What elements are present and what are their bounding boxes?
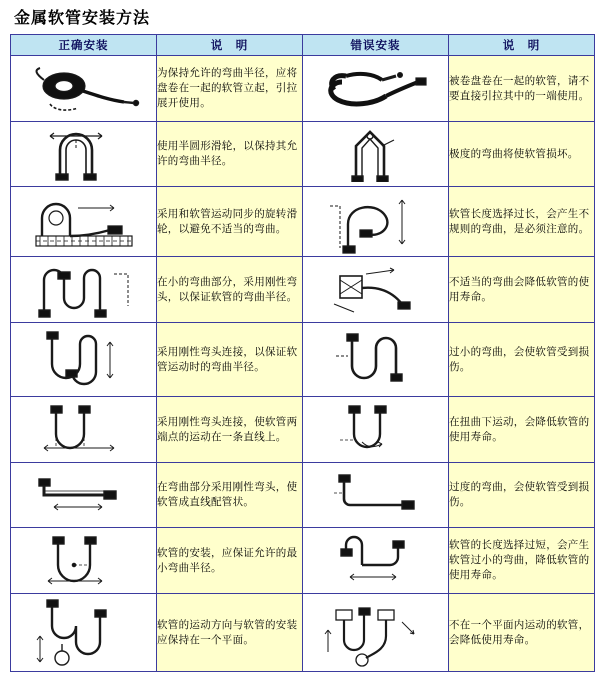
table-row <box>11 463 595 528</box>
table-row <box>11 323 595 397</box>
correct-description: 采用刚性弯头连接，使软管两端点的运动在一条直线上。 <box>157 397 303 463</box>
same-plane-motion-icon <box>11 596 156 670</box>
wrong-description: 不在一个平面内运动的软管，会降低使用寿命。 <box>449 594 595 672</box>
correct-illustration-cell <box>11 56 157 122</box>
correct-description: 使用半圆形滑轮，以保持其允许的弯曲半径。 <box>157 122 303 187</box>
min-bend-radius-u-icon <box>11 531 156 591</box>
table-body <box>11 56 595 672</box>
table-row <box>11 257 595 323</box>
wrong-description: 过小的弯曲，会使软管受到损伤。 <box>449 323 595 397</box>
wrong-illustration-cell <box>303 528 449 594</box>
short-length-small-bend-icon <box>303 531 448 591</box>
correct-description: 在小的弯曲部分，采用刚性弯头，以保证软管的弯曲半径。 <box>157 257 303 323</box>
wrong-illustration-cell <box>303 463 449 528</box>
wrong-description: 过度的弯曲，会使软管受到损伤。 <box>449 463 595 528</box>
page-title: 金属软管安装方法 <box>14 8 151 27</box>
coiled-hose-flat-icon <box>11 60 156 118</box>
table-row <box>11 397 595 463</box>
wrong-illustration-cell <box>303 187 449 257</box>
table-row <box>11 594 595 672</box>
correct-description: 软管的运动方向与软管的安装应保持在一个平面。 <box>157 594 303 672</box>
out-of-plane-motion-icon <box>303 596 448 670</box>
correct-illustration-cell <box>11 397 157 463</box>
correct-description: 为保持允许的弯曲半径，应将盘卷在一起的软管立起，引拉展开使用。 <box>157 56 303 122</box>
correct-description: 采用和软管运动同步的旋转滑轮，以避免不适当的弯曲。 <box>157 187 303 257</box>
correct-illustration-cell <box>11 187 157 257</box>
column-header-correct-desc: 说 明 <box>157 35 303 56</box>
rigid-elbow-small-bend-icon <box>11 260 156 320</box>
installation-methods-table <box>10 34 595 672</box>
rotating-sheave-chain-icon <box>11 190 156 254</box>
wrong-description: 软管长度选择过长，会产生不规则的弯曲，是必须注意的。 <box>449 187 595 257</box>
wrong-illustration-cell <box>303 56 449 122</box>
rigid-elbow-straight-line-icon <box>11 400 156 460</box>
table-row <box>11 122 595 187</box>
correct-description: 采用刚性弯头连接，以保证软管运动时的弯曲半径。 <box>157 323 303 397</box>
semicircle-sheave-icon <box>11 126 156 182</box>
long-hose-irregular-bend-icon <box>303 190 448 254</box>
wrong-description: 被卷盘卷在一起的软管，请不要直接引拉其中的一端使用。 <box>449 56 595 122</box>
correct-illustration-cell <box>11 594 157 672</box>
correct-description: 软管的安装，应保证允许的最小弯曲半径。 <box>157 528 303 594</box>
coiled-hose-pulled-icon <box>303 60 448 118</box>
correct-description: 在弯曲部分采用刚性弯头，使软管成直线配管状。 <box>157 463 303 528</box>
straight-pipe-elbow-icon <box>11 467 156 523</box>
rigid-elbow-moving-icon <box>11 326 156 394</box>
wrong-illustration-cell <box>303 397 449 463</box>
table-row <box>11 528 595 594</box>
table-row <box>11 187 595 257</box>
wrong-description: 在扭曲下运动，会降低软管的使用寿命。 <box>449 397 595 463</box>
table-row <box>11 56 595 122</box>
header-row <box>11 35 595 56</box>
column-header-correct-install: 正确安装 <box>11 35 157 56</box>
too-small-bend-icon <box>303 326 448 394</box>
correct-illustration-cell <box>11 257 157 323</box>
wrong-description: 不适当的弯曲会降低软管的使用寿命。 <box>449 257 595 323</box>
wrong-description: 软管的长度选择过短，会产生软管过小的弯曲，降低软管的使用寿命。 <box>449 528 595 594</box>
wrong-illustration-cell <box>303 122 449 187</box>
table-header <box>11 35 595 56</box>
sharp-bend-pulley-icon <box>303 126 448 182</box>
correct-illustration-cell <box>11 528 157 594</box>
correct-illustration-cell <box>11 323 157 397</box>
wrong-description: 极度的弯曲将使软管损坏。 <box>449 122 595 187</box>
column-header-wrong-desc: 说 明 <box>449 35 595 56</box>
correct-illustration-cell <box>11 122 157 187</box>
improper-bend-block-icon <box>303 260 448 320</box>
wrong-illustration-cell <box>303 257 449 323</box>
excessive-bend-icon <box>303 467 448 523</box>
twisted-bend-icon <box>303 400 448 460</box>
wrong-illustration-cell <box>303 594 449 672</box>
correct-illustration-cell <box>11 463 157 528</box>
column-header-wrong-install: 错误安装 <box>303 35 449 56</box>
wrong-illustration-cell <box>303 323 449 397</box>
